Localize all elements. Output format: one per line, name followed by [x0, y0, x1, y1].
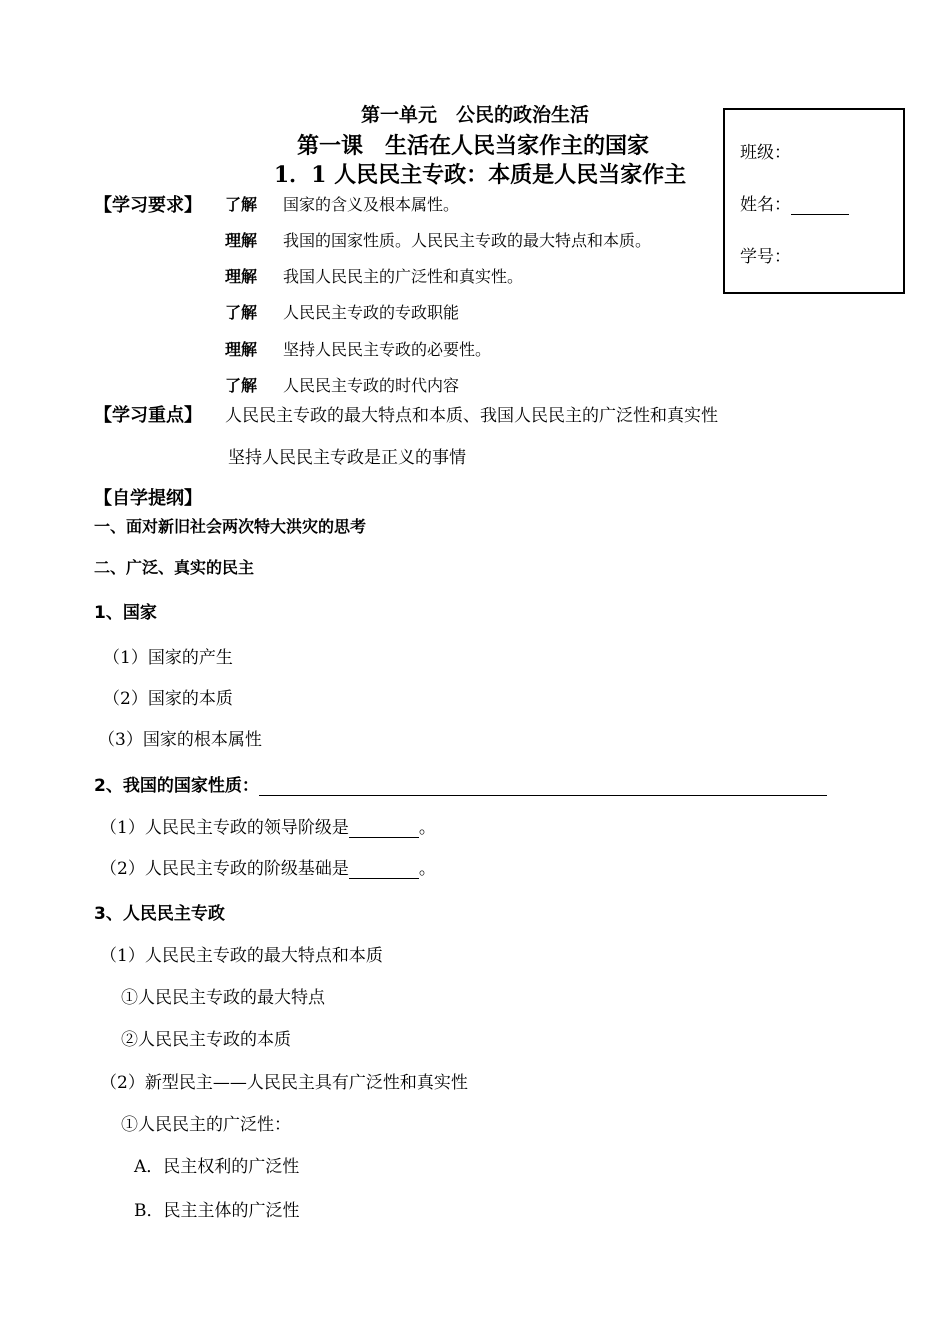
- name-label: 姓名：: [740, 195, 791, 215]
- outline-item: （2）新型民主——人民民主具有广泛性和真实性: [100, 1073, 468, 1093]
- requirement-text: 坚持人民民主专政的必要性。: [283, 340, 492, 359]
- outline-section-title: 3、人民民主专政: [94, 904, 225, 924]
- class-basis-blank[interactable]: [349, 860, 419, 879]
- state-nature-field: [94, 771, 827, 796]
- key-points-line: 坚持人民民主专政是正义的事情: [228, 448, 466, 468]
- requirement-tag: 了解: [225, 195, 258, 214]
- requirement-tag: 理解: [225, 267, 258, 286]
- state-nature-blank[interactable]: [259, 776, 827, 796]
- requirement-text: 我国人民民主的广泛性和真实性。: [283, 267, 524, 286]
- outline-item: ①人民民主的广泛性：: [121, 1115, 291, 1135]
- outline-item: ①人民民主专政的最大特点: [121, 988, 325, 1008]
- outline-item: （1）国家的产生: [103, 648, 233, 668]
- key-points-line: 人民民主专政的最大特点和本质、我国人民民主的广泛性和真实性: [225, 406, 718, 426]
- requirement-tag: 了解: [225, 376, 258, 395]
- requirement-tag: 了解: [225, 303, 258, 322]
- requirement-text: 国家的含义及根本属性。: [283, 195, 460, 214]
- outline-part-title: 一、面对新旧社会两次特大洪灾的思考: [94, 517, 367, 536]
- outline-item: A．民主权利的广泛性: [134, 1157, 300, 1177]
- name-field[interactable]: [740, 190, 849, 215]
- requirement-text: 人民民主专政的时代内容: [283, 376, 460, 395]
- outline-part-title: 二、广泛、真实的民主: [94, 558, 255, 577]
- outline-item: ②人民民主专政的本质: [121, 1030, 291, 1050]
- requirements-heading: 【学习要求】: [94, 195, 202, 216]
- requirement-tag: 理解: [225, 231, 258, 250]
- lesson-title: 第一课 生活在人民当家作主的国家: [296, 133, 649, 159]
- outline-item: B．民主主体的广泛性: [134, 1201, 300, 1221]
- fill-blank-end: 。: [418, 818, 436, 838]
- class-label: 班级：: [740, 143, 791, 163]
- outline-section-title: 2、我国的国家性质：: [94, 776, 259, 796]
- outline-item: （1）人民民主专政的最大特点和本质: [100, 946, 383, 966]
- outline-section-title: 1、国家: [94, 603, 157, 623]
- fill-blank-item: [100, 854, 436, 879]
- unit-title: 第一单元 公民的政治生活: [360, 104, 589, 126]
- student-id-label: 学号：: [740, 247, 791, 267]
- name-blank[interactable]: [791, 196, 849, 215]
- requirement-text: 人民民主专政的专政职能: [283, 303, 460, 322]
- section-title: 1．1 人民民主专政：本质是人民当家作主: [273, 162, 687, 188]
- requirement-text: 我国的国家性质。人民民主专政的最大特点和本质。: [283, 231, 652, 250]
- fill-blank-text: （2）人民民主专政的阶级基础是: [100, 859, 349, 879]
- outline-item: （3）国家的根本属性: [98, 730, 262, 750]
- key-points-heading: 【学习重点】: [94, 405, 202, 426]
- outline-heading: 【自学提纲】: [94, 488, 202, 509]
- outline-item: （2）国家的本质: [103, 689, 233, 709]
- requirement-tag: 理解: [225, 340, 258, 359]
- fill-blank-item: [100, 813, 436, 838]
- student-info-box: [723, 108, 905, 294]
- leading-class-blank[interactable]: [349, 819, 419, 838]
- fill-blank-end: 。: [418, 859, 436, 879]
- fill-blank-text: （1）人民民主专政的领导阶级是: [100, 818, 349, 838]
